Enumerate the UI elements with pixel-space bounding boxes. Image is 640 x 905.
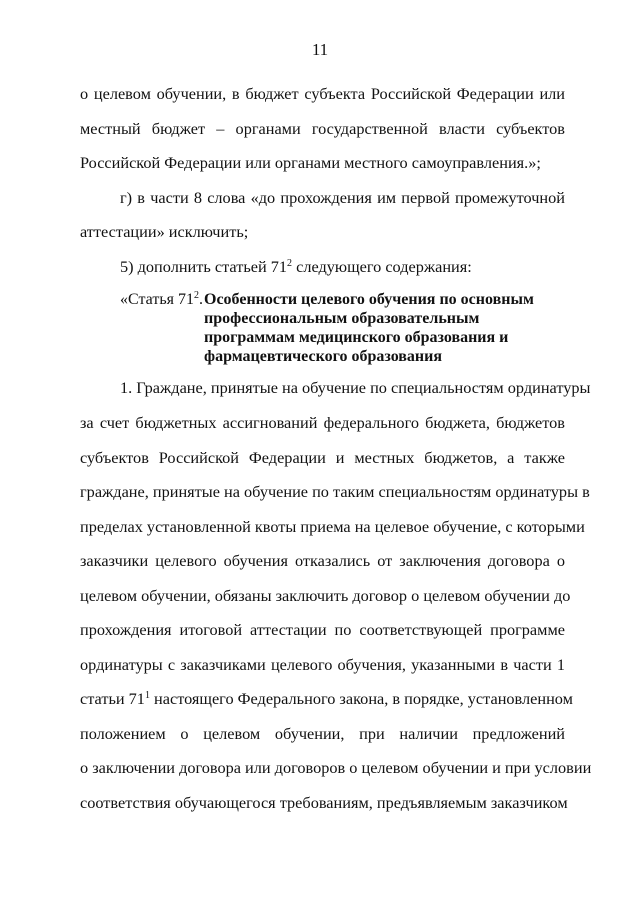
page-number: 11	[311, 40, 329, 59]
text-line: положением о целевом обучении, при наличии предложений	[80, 724, 565, 743]
text-line: о заключении договора или договоров о целевом обучении и при условии	[80, 758, 592, 777]
article-heading	[120, 290, 570, 366]
text-line: о целевом обучении, в бюджет субъекта Российской Федерации или	[80, 84, 565, 103]
text-fragment: 5) дополнить статьей 71	[120, 257, 288, 276]
text-fragment: .	[198, 291, 203, 308]
text-line: пределах установленной квоты приема на целевое обучение, с которыми	[80, 517, 585, 536]
superscript: 2	[287, 258, 293, 269]
text-line: за счет бюджетных ассигнований федерального бюджета, бюджетов	[80, 413, 565, 432]
article-title: Особенности целевого обучения по основным профессиональным образовательным программам медицинского образования и фармацевтического образования	[204, 291, 534, 365]
superscript: 1	[144, 690, 150, 701]
text-line: субъектов Российской Федерации и местных бюджетов, а также	[80, 448, 565, 467]
text-line	[80, 689, 573, 709]
text-fragment: «Статья 71	[120, 291, 194, 308]
text-line: 1. Граждане, принятые на обучение по специальностям ординатуры	[120, 378, 591, 397]
text-line: граждане, принятые на обучение по таким специальностям ординатуры в	[80, 482, 590, 501]
text-line	[120, 257, 565, 277]
text-line: Российской Федерации или органами местного самоуправления.»;	[80, 153, 541, 172]
text-line: местный бюджет – органами государственной власти субъектов	[80, 119, 565, 138]
superscript: 2	[193, 290, 199, 301]
text-fragment: следующего содержания:	[292, 257, 472, 276]
text-line: г) в части 8 слова «до прохождения им первой промежуточной	[120, 188, 565, 207]
text-line: заказчики целевого обучения отказались от заключения договора о	[80, 551, 565, 570]
text-line: целевом обучении, обязаны заключить договор о целевом обучении до	[80, 586, 571, 605]
article-label	[120, 290, 204, 366]
text-fragment: настоящего Федерального закона, в порядке, установленном	[149, 689, 573, 708]
text-fragment: статьи 71	[80, 689, 145, 708]
text-line: ординатуры с заказчиками целевого обучения, указанными в части 1	[80, 655, 565, 674]
text-line: аттестации» исключить;	[80, 222, 249, 241]
text-line: соответствия обучающегося требованиям, предъявляемым заказчиком	[80, 793, 568, 812]
text-line: прохождения итоговой аттестации по соответствующей программе	[80, 620, 565, 639]
